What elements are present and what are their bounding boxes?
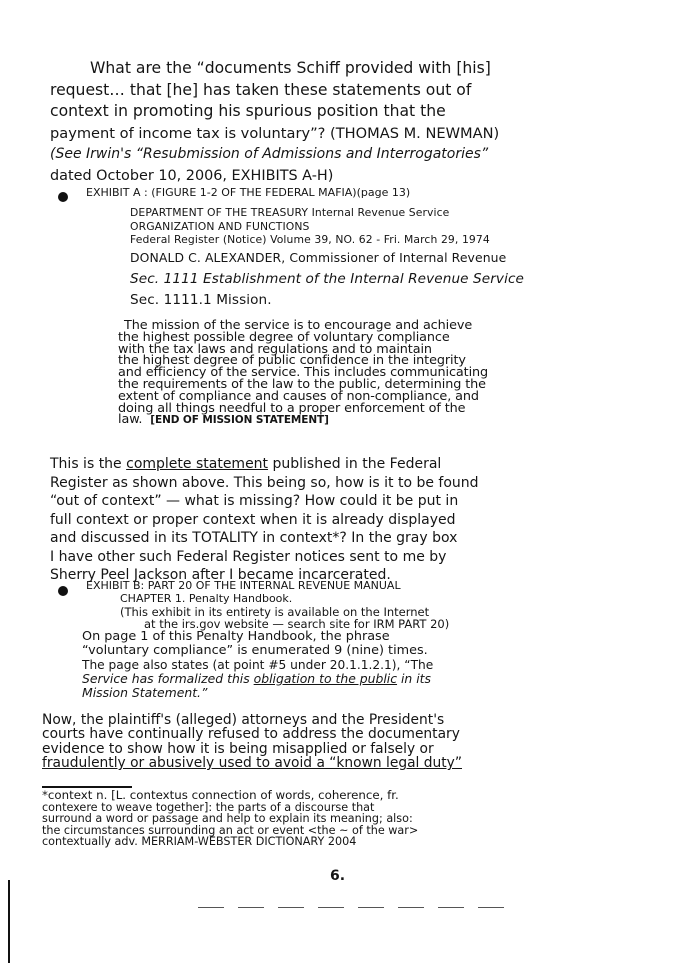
detail-line bbox=[82, 672, 672, 686]
footnote-line: contextually adv. MERRIAM-WEBSTER DICTIONARY 2004 bbox=[42, 835, 357, 849]
exhibit-b-heading-text: EXHIBIT B: PART 20 OF THE INTERNAL REVENUE MANUAL bbox=[86, 579, 401, 592]
mission-line: and efficiency of the service. This includes communicating bbox=[118, 365, 489, 381]
detail-line: On page 1 of this Penalty Handbook, the phrase bbox=[82, 629, 390, 644]
exhibit-a-heading bbox=[72, 185, 410, 200]
mission-line: The mission of the service is to encourage and achieve bbox=[124, 318, 473, 333]
notice-line: Federal Register (Notice) Volume 39, NO. 62 - Fri. March 29, 1974 bbox=[130, 233, 490, 246]
mission-line: the requirements of the law to the public, determining the bbox=[118, 376, 486, 392]
notice-line: ORGANIZATION AND FUNCTIONS bbox=[130, 219, 310, 233]
bullet-icon bbox=[58, 586, 68, 596]
footnote-line: the circumstances surrounding an act or event <the ~ of the war> bbox=[42, 823, 419, 837]
footnote bbox=[42, 790, 682, 848]
mission-line: the highest possible degree of voluntary compliance bbox=[118, 329, 450, 345]
mission-line: extent of compliance and causes of non-compliance, and bbox=[118, 388, 479, 404]
mission-end-marker: [END OF MISSION STATEMENT] bbox=[150, 414, 329, 427]
exhibit-b-sub-line: (This exhibit in its entirety is available on the Internet bbox=[120, 604, 430, 619]
statement-line: and discussed in its TOTALITY in context*? In the gray box bbox=[50, 530, 458, 546]
footnote-line: surround a word or passage and help to explain its meaning; also: bbox=[42, 812, 413, 826]
statement-post: published in the Federal bbox=[268, 456, 442, 472]
exhibit-b-heading bbox=[72, 580, 449, 631]
statement-pre: This is the bbox=[50, 456, 127, 472]
mission-statement bbox=[118, 320, 674, 427]
closing-line: Now, the plaintiff's (alleged) attorneys and the President's bbox=[42, 712, 445, 728]
exhibit-b-chapter: CHAPTER 1. Penalty Handbook. bbox=[120, 591, 293, 605]
complete-statement-paragraph bbox=[50, 455, 672, 585]
bullet-icon bbox=[58, 192, 68, 202]
closing-line: evidence to show how it is being misapplied or falsely or bbox=[42, 740, 434, 757]
treasury-notice-header bbox=[130, 206, 670, 311]
intro-line: (See Irwin's “Resubmission of Admissions and Interrogatories” bbox=[50, 146, 489, 162]
notice-line: Sec. 1111.1 Mission. bbox=[130, 291, 272, 308]
statement-line: I have other such Federal Register notices sent to me by bbox=[50, 548, 447, 565]
footnote-line: *context n. [L. contextus connection of words, coherence, fr. bbox=[42, 788, 399, 802]
scan-artifact-dashes bbox=[198, 907, 508, 908]
service-post: in its bbox=[397, 671, 431, 686]
complete-statement-underlined: complete statement bbox=[126, 456, 269, 472]
closing-line: fraudulently or abusively used to avoid a “known legal duty” bbox=[42, 755, 462, 772]
intro-line: context in promoting his spurious position that the bbox=[50, 102, 446, 120]
intro-paragraph bbox=[50, 58, 665, 187]
statement-line: “out of context” — what is missing? How could it be put in bbox=[50, 493, 459, 509]
page-number: 6. bbox=[330, 868, 346, 884]
statement-line: Register as shown above. This being so, how is it to be found bbox=[50, 474, 479, 491]
detail-line: “voluntary compliance” is enumerated 9 (nine) times. bbox=[82, 643, 428, 658]
penalty-handbook-detail bbox=[82, 630, 672, 700]
mission-line: doing all things needful to a proper enforcement of the bbox=[118, 400, 466, 416]
service-pre: Service has formalized this bbox=[82, 671, 254, 686]
mission-line: with the tax laws and regulations and to maintain bbox=[118, 341, 432, 357]
statement-line bbox=[50, 455, 672, 474]
scan-edge-line bbox=[8, 880, 10, 963]
mission-line-law: law. bbox=[118, 412, 143, 428]
notice-line: Sec. 1111 Establishment of the Internal Revenue Service bbox=[130, 270, 524, 287]
detail-line: Mission Statement.” bbox=[82, 685, 208, 700]
closing-paragraph bbox=[42, 713, 672, 771]
notice-line: DONALD C. ALEXANDER, Commissioner of Internal Revenue bbox=[130, 249, 507, 265]
mission-line: the highest degree of public confidence in the integrity bbox=[118, 353, 466, 369]
obligation-underlined: obligation to the public bbox=[253, 671, 398, 686]
intro-line: payment of income tax is voluntary”? (THOMAS M. NEWMAN) bbox=[50, 124, 500, 142]
detail-line: The page also states (at point #5 under 20.1.1.2.1), “The bbox=[82, 658, 434, 672]
intro-line: dated October 10, 2006, EXHIBITS A-H) bbox=[50, 167, 334, 184]
statement-line: Sherry Peel Jackson after I became incarcerated. bbox=[50, 567, 391, 583]
statement-line: full context or proper context when it is already displayed bbox=[50, 511, 456, 528]
intro-line: request… that [he] has taken these statements out of bbox=[50, 80, 472, 99]
footnote-line: contexere to weave together]: the parts of a discourse that bbox=[42, 800, 375, 814]
notice-line: DEPARTMENT OF THE TREASURY Internal Revenue Service bbox=[130, 206, 450, 219]
exhibit-a-heading-text: EXHIBIT A : (FIGURE 1-2 OF THE FEDERAL MAFIA)(page 13) bbox=[86, 186, 411, 199]
mission-line-last bbox=[118, 414, 674, 427]
closing-line: courts have continually refused to address the documentary bbox=[42, 726, 460, 743]
exhibit-b-sub-line: at the irs.gov website — search site for IRM PART 20) bbox=[144, 617, 450, 632]
intro-line: What are the “documents Schiff provided with [his] bbox=[90, 59, 491, 77]
